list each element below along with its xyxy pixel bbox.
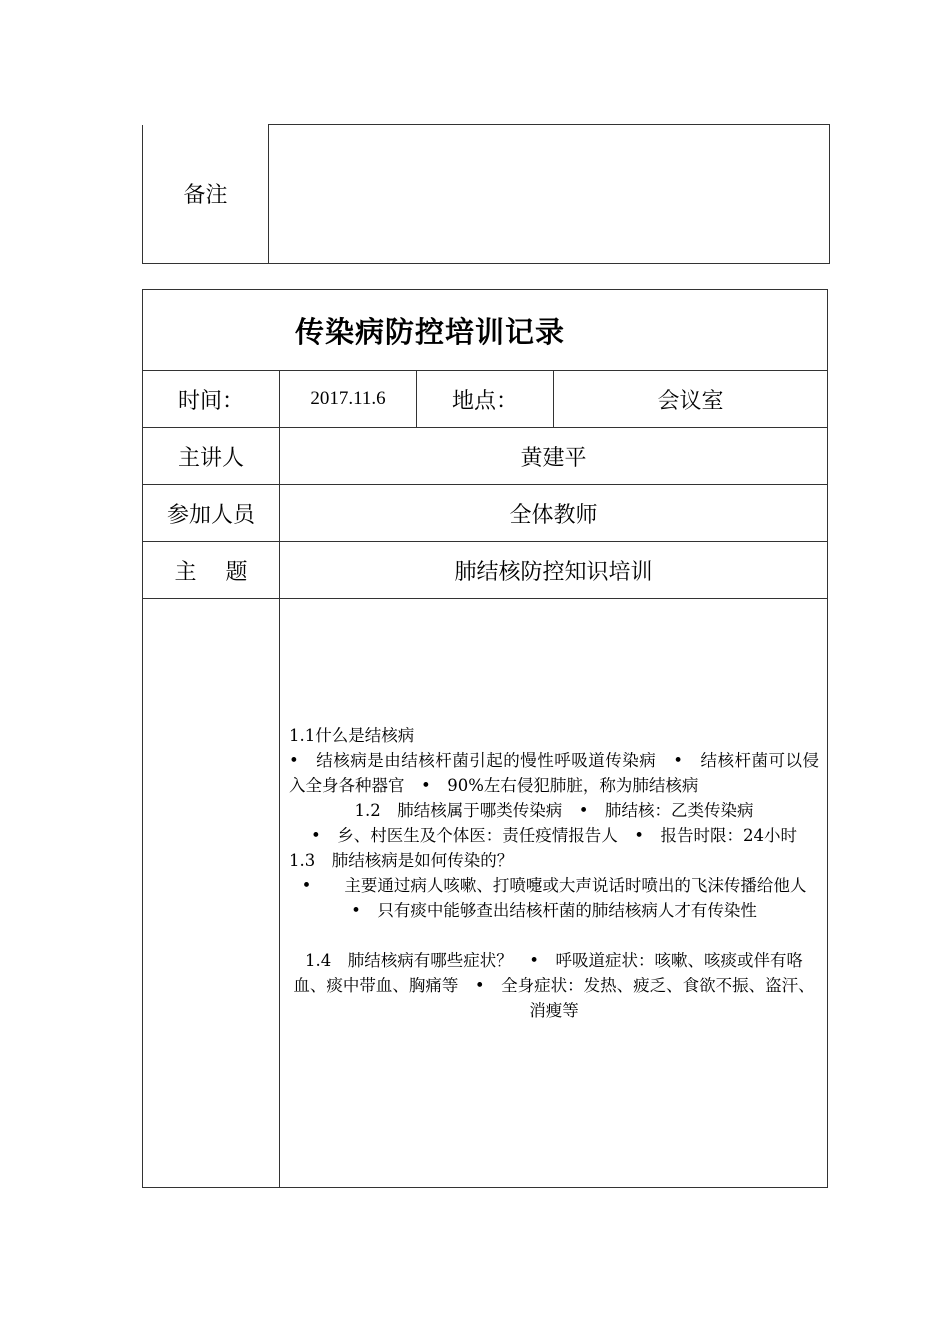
- remark-row: [143, 125, 830, 264]
- location-label: 地点：: [417, 371, 554, 428]
- record-title: 传染病防控培训记录: [143, 290, 828, 371]
- attendees-label: 参加人员: [143, 485, 280, 542]
- topic-value: 肺结核防控知识培训: [280, 542, 828, 599]
- content-label: [143, 599, 280, 1188]
- title-row: [143, 290, 828, 371]
- attendees-value: 全体教师: [280, 485, 828, 542]
- remark-value: [269, 125, 830, 264]
- content-line: 1.4 肺结核病有哪些症状？ • 呼吸道症状：咳嗽、咳痰或伴有咯血、痰中带血、胸痛等 • 全身症状：发热、疲乏、食欲不振、盗汗、消瘦等: [293, 951, 815, 1020]
- location-value: 会议室: [554, 371, 828, 428]
- content-row: [143, 599, 828, 1188]
- time-label: 时间：: [143, 371, 280, 428]
- content-line: 1.2 肺结核属于哪类传染病 • 肺结核：乙类传染病: [354, 801, 754, 820]
- attendees-row: [143, 485, 828, 542]
- content-line: • 结核病是由结核杆菌引起的慢性呼吸道传染病 • 结核杆菌可以侵入全身各种器官 • 90%左右侵犯肺脏，称为肺结核病: [289, 751, 819, 795]
- content-body: [280, 599, 827, 1023]
- time-value: 2017.11.6: [280, 371, 417, 428]
- time-location-row: [143, 371, 828, 428]
- content-line: • 乡、村医生及个体医：责任疫情报告人 • 报告时限：24小时: [311, 826, 797, 845]
- topic-row: [143, 542, 828, 599]
- speaker-value: 黄建平: [280, 428, 828, 485]
- content-gap: [289, 923, 819, 948]
- topic-label: 主 题: [143, 542, 280, 599]
- content-cell: [280, 599, 828, 1188]
- content-line: 1.3 肺结核病是如何传染的？: [289, 851, 514, 870]
- speaker-row: [143, 428, 828, 485]
- content-line: 1.1什么是结核病: [289, 726, 415, 745]
- training-record-table: [142, 289, 828, 1188]
- speaker-label: 主讲人: [143, 428, 280, 485]
- remark-table: [142, 124, 830, 264]
- remark-label: 备注: [143, 125, 269, 264]
- content-line: • 主要通过病人咳嗽、打喷嚏或大声说话时喷出的飞沫传播给他人 • 只有痰中能够查出结核杆菌的肺结核病人才有传染性: [301, 876, 823, 920]
